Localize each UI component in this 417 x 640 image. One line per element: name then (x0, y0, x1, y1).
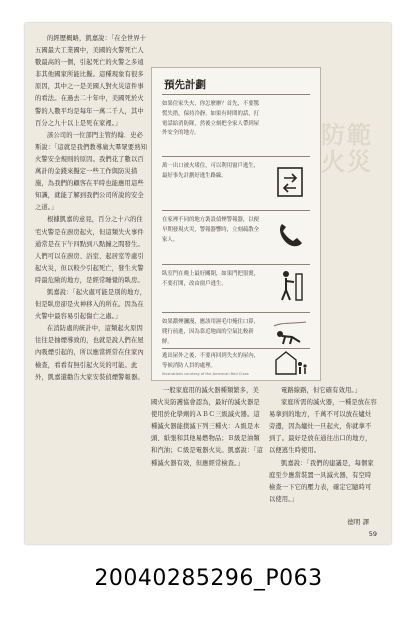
paragraph: 的經歷概略，凱嘉說：「在全世界十五國最大工業國中，美國的火警死亡人數最高的一個，引起死亡的火警之多遠非其他國家所能比擬。這種現象有很多原因，其中之一是美國人對火災這件事的看法。在過去二十年中，美國死於火警的人數平均是每年一萬二千人，其中百分之九十以上是死在家裡。」 (35, 35, 147, 127)
sidebar-tip: 在家裡不同的地方裝設偵煙警報器，以便早期發現火災，警報器響時，立刻疏散全家人。 (162, 217, 260, 243)
translator-signature: 德明 譯 (347, 518, 369, 526)
sidebar-title: 預先計劃 (164, 79, 206, 91)
tips-sidebar (151, 67, 321, 381)
decorative-title: 防範火災 (321, 120, 373, 176)
sidebar-tip: 逃出屋外之後，不要再回到失火的屋內，等候消防人員的處理。 (162, 353, 260, 369)
paragraph: 一般家庭用的滅火器種類繁多，美國火災防護協會認為，最好的滅火器是使用於化學劑的ＡＢＣ三級滅火器。這種滅火器能撲滅下列三種火：Ａ級是木頭、紙張和其他易燃物品；Ｂ級是油類和汽油；Ｃ級是電器火災。凱嘉說：「這種滅火器有效，但應經常檢查。」 (151, 387, 263, 467)
sidebar-divider (162, 210, 310, 211)
sidebar-tip: 萬一出口被火堵住，可以利用窗戶逃生，最好事先計劃好逃生路線。 (162, 163, 260, 179)
sidebar-divider (162, 312, 310, 313)
article-column-2 (151, 385, 263, 470)
magazine-page (25, 23, 391, 544)
sidebar-divider (162, 156, 310, 157)
sidebar-intro: 如果住家失火，你怎麼辦？首先，不要驚慌失措，保持冷靜。如果有時間的話，打電話給消防隊，然後立刻把全家人帶到屋外安全的地方。 (162, 101, 260, 137)
image-identifier: 20040285296_P063 (94, 566, 323, 591)
paragraph: 凱嘉說：「我們的建議是，每個家庭至少應當裝置一具滅火器，有空時檢查一下它的壓力表，確定它隨時可以使用。」 (269, 459, 374, 503)
paragraph: 凱嘉說：「起火處可能是別的地方，但是臥房卻是火神移入的所在。因為在火警中最容易引起傷亡之處。」 (35, 288, 147, 321)
paragraph: 該公司的一位部門主管約翰．史必斯說：「這就是我們教導廣大羣眾要熟知火警安全規則的原因。我們花了數以百萬計的金錢來擬定一些工作與防災措施，為我們的顧客在平時也能應用這些知識，就能了解到我們公司所說的安全之道。」 (35, 131, 147, 212)
article-column-3 (269, 385, 377, 506)
sidebar-tip: 如果濃煙瀰漫，應該用濕毛巾掩住口鼻，爬行前進，因為靠近地面的空氣比較新鮮。 (162, 319, 260, 345)
sidebar-divider (162, 94, 310, 95)
family-outside-house-icon (272, 344, 308, 380)
telephone-icon (272, 216, 308, 252)
paragraph: 電路線路，但它確有效用。」 (281, 387, 362, 394)
page-number: 59 (368, 530, 377, 538)
paragraph: 根據凱嘉的意見，百分之十六的住宅火警是在廚房起火，但這類失火事件通常是在下午四點到八點鐘之間發生。人們可以在廚房、浴室、起居室等處引起火災，但以較少引起死亡，發生火警時最危險的地方，是經常睡覺的臥房。 (35, 216, 144, 284)
figure-credit: Illustrations courtesy of the American Red Cross (162, 372, 249, 376)
paragraph: 家庭所需的滅火器，一種是放在容易拿到的地方，千萬不可以放在爐灶旁邊，因為爐灶一旦起火，你就拿不到了。最好是放在通往出口的地方，以便逃生時使用。 (269, 399, 377, 455)
sidebar-tip: 臥室門在晚上最好關閉，如果門把很燙，不要打開，改由窗戶逃生。 (162, 271, 260, 287)
article-column-1 (35, 33, 147, 384)
sidebar-divider (162, 264, 310, 265)
person-at-door-icon (272, 268, 308, 304)
door-arrows-icon (272, 164, 308, 200)
paragraph: 在消防處的統計中，這類起火原因往往是抽煙導致的，也就是說人們在屋內吸煙引起的，所以應當經常在住家內檢查，看看有無引起火災的可能。此外，凱嘉還勸告大家安裝偵煙警報器。 (35, 325, 144, 381)
